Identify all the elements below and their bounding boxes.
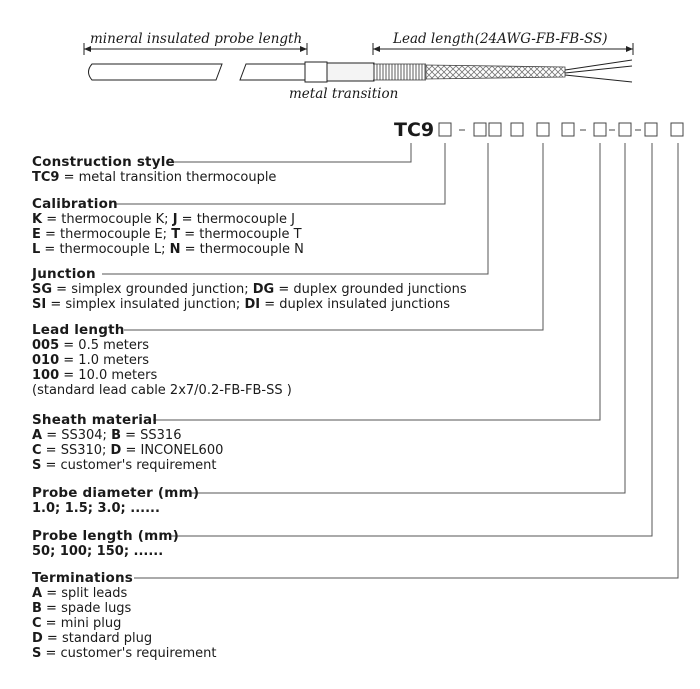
terminations-key: B — [32, 601, 42, 616]
calibration-text: = thermocouple K; — [42, 212, 173, 227]
code-box-lead-2 — [537, 123, 549, 136]
lead-text: = 0.5 meters — [59, 338, 149, 353]
terminations-text: = mini plug — [41, 616, 122, 631]
sheath-text: = SS304; — [42, 428, 112, 443]
probe-length-heading: Probe length (mm) — [32, 528, 180, 544]
calibration-text: = thermocouple T — [180, 227, 302, 242]
terminations-line-1 — [32, 586, 127, 601]
junction-key: DI — [244, 297, 261, 312]
diameter-heading: Probe diameter (mm) — [32, 485, 200, 501]
code-box-junction-2 — [489, 123, 501, 136]
metal-transition-label: metal transition — [289, 86, 399, 102]
code-boxes — [439, 123, 683, 136]
model-code: TC9 — [394, 119, 435, 141]
lead-line-1 — [32, 338, 149, 353]
terminations-text: = customer's requirement — [41, 646, 217, 661]
code-box-calibration — [439, 123, 451, 136]
terminations-key: C — [32, 616, 42, 631]
junction-heading: Junction — [32, 266, 96, 282]
calibration-key: N — [169, 242, 181, 257]
construction-key: TC9 — [32, 170, 60, 185]
junction-key: DG — [252, 282, 275, 297]
terminations-key: S — [32, 646, 42, 661]
code-box-junction-1 — [474, 123, 486, 136]
terminations-line-5 — [32, 646, 216, 661]
code-box-diameter — [619, 123, 631, 136]
lead-key: 005 — [32, 338, 60, 353]
calibration-key: L — [32, 242, 41, 257]
terminations-key: A — [32, 586, 43, 601]
construction-line-1 — [32, 170, 276, 185]
terminations-line-4 — [32, 631, 152, 646]
terminations-text: = split leads — [42, 586, 128, 601]
construction-heading: Construction style — [32, 154, 175, 170]
code-box-probe-length — [645, 123, 657, 136]
terminations-heading: Terminations — [32, 570, 134, 586]
junction-line-2 — [32, 297, 450, 312]
code-box-sheath — [594, 123, 606, 136]
lead-note: (standard lead cable 2x7/0.2-FB-FB-SS ) — [32, 383, 292, 398]
calibration-text: = thermocouple L; — [40, 242, 170, 257]
junction-key: SI — [32, 297, 47, 312]
sheath-text: = customer's requirement — [41, 458, 217, 473]
junction-text: = duplex insulated junctions — [260, 297, 451, 312]
sheath-line-1 — [32, 428, 181, 443]
sheath-key: D — [110, 443, 122, 458]
diameter-values: 1.0; 1.5; 3.0; ...... — [32, 501, 160, 516]
calibration-key: T — [171, 227, 181, 242]
sheath-key: B — [111, 428, 121, 443]
calibration-key: J — [172, 212, 178, 227]
sheath-key: C — [32, 443, 42, 458]
sheath-text: = SS310; — [41, 443, 111, 458]
calibration-heading: Calibration — [32, 196, 118, 212]
probe-drawing — [89, 60, 633, 82]
calibration-line-1 — [32, 212, 295, 227]
sheath-line-2 — [32, 443, 223, 458]
leader-lines — [102, 143, 678, 578]
sheath-heading: Sheath material — [32, 412, 158, 428]
terminations-line-2 — [32, 601, 131, 616]
leader-diameter — [190, 143, 625, 493]
lead-text: = 1.0 meters — [59, 353, 149, 368]
terminations-text: = standard plug — [42, 631, 153, 646]
leader-terminations — [134, 143, 678, 578]
lead-text: = 10.0 meters — [59, 368, 158, 383]
terminations-line-3 — [32, 616, 121, 631]
calibration-key: K — [32, 212, 43, 227]
junction-text: = simplex grounded junction; — [52, 282, 253, 297]
code-box-lead-1 — [511, 123, 523, 136]
code-box-terminations — [671, 123, 683, 136]
probe-length-values: 50; 100; 150; ...... — [32, 544, 164, 559]
sheath-key: S — [32, 458, 42, 473]
lead-heading: Lead length — [32, 322, 125, 338]
calibration-line-2 — [32, 227, 302, 242]
junction-key: SG — [32, 282, 53, 297]
sheath-key: A — [32, 428, 43, 443]
sheath-text: = INCONEL600 — [121, 443, 224, 458]
calibration-text: = thermocouple E; — [40, 227, 172, 242]
lead-line-3 — [32, 368, 157, 383]
junction-text: = duplex grounded junctions — [274, 282, 467, 297]
calibration-text: = thermocouple N — [180, 242, 304, 257]
leader-probe-length — [170, 143, 652, 536]
construction-text: = metal transition thermocouple — [59, 170, 277, 185]
leader-construction — [168, 143, 411, 162]
sheath-line-3 — [32, 458, 216, 473]
junction-text: = simplex insulated junction; — [46, 297, 245, 312]
calibration-key: E — [32, 227, 41, 242]
code-box-lead-3 — [562, 123, 574, 136]
terminations-text: = spade lugs — [41, 601, 132, 616]
lead-key: 100 — [32, 368, 60, 383]
calibration-text: = thermocouple J — [177, 212, 295, 227]
lead-key: 010 — [32, 353, 60, 368]
junction-line-1 — [32, 282, 467, 297]
calibration-line-3 — [32, 242, 304, 257]
sheath-text: = SS316 — [120, 428, 182, 443]
mineral-length-label: mineral insulated probe length — [90, 31, 303, 47]
lead-length-label: Lead length(24AWG-FB-FB-SS) — [393, 31, 608, 47]
lead-line-2 — [32, 353, 149, 368]
terminations-key: D — [32, 631, 43, 646]
